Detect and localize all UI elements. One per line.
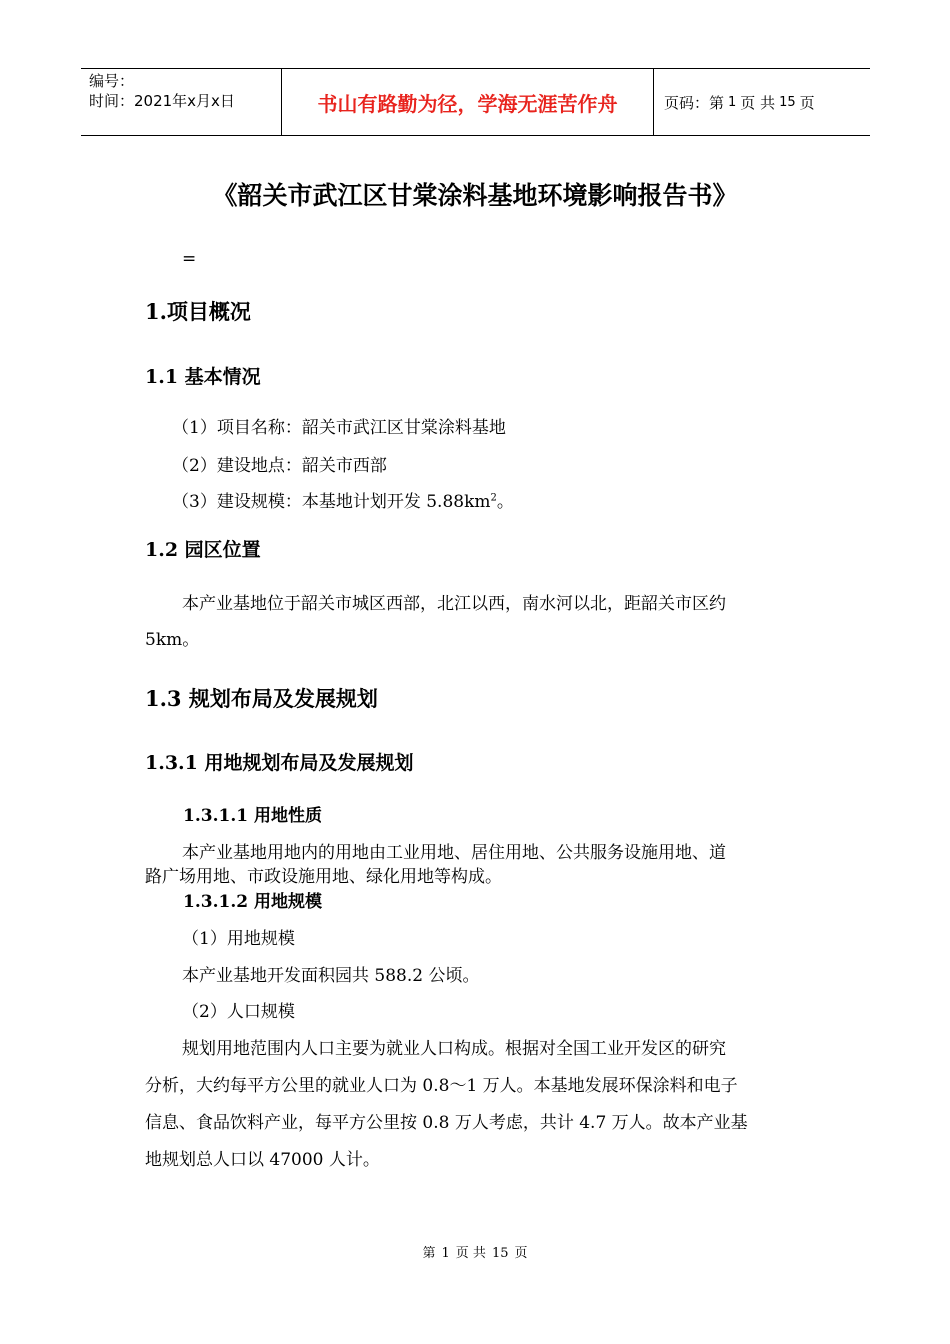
document-code-label: 编号：: [89, 72, 135, 90]
document-time: 时间：2021年x月x日: [89, 92, 235, 110]
footer-mid: 页 共: [455, 1246, 486, 1261]
section-heading-1-3-1-2: 1.3.1.2 用地规模: [183, 892, 322, 912]
list-item-project-name: （1）项目名称：韶关市武江区甘棠涂料基地: [172, 418, 506, 438]
header-page-mid: 页 共: [740, 93, 776, 112]
paragraph-location-line-2: 5km。: [145, 630, 200, 650]
page-header: [81, 68, 870, 136]
paragraph-area: 本产业基地开发面积园共 588.2 公顷。: [182, 966, 480, 986]
paragraph-population-line-3: 信息、食品饮料产业，每平方公里按 0.8 万人考虑，共计 4.7 万人。故本产业基: [145, 1113, 748, 1133]
header-page-prefix: 页码：第: [664, 93, 725, 112]
footer-prefix: 第: [422, 1246, 436, 1261]
section-heading-1-3-1: 1.3.1 用地规划布局及发展规划: [145, 752, 414, 774]
document-title: 《韶关市武江区甘棠涂料基地环境影响报告书》: [212, 181, 738, 210]
paragraph-population-line-4: 地规划总人口以 47000 人计。: [145, 1150, 380, 1170]
list-item-location: （2）建设地点：韶关市西部: [172, 456, 387, 476]
scale-superscript: 2: [490, 492, 497, 504]
scale-text: （3）建设规模：本基地计划开发 5.88km: [172, 492, 491, 512]
header-page-current: 1: [728, 94, 737, 110]
header-page-total: 15: [779, 94, 796, 110]
header-motto: 书山有路勤为径，学海无涯苦作舟: [282, 69, 654, 135]
footer-suffix: 页: [514, 1246, 528, 1261]
section-heading-1-3: 1.3 规划布局及发展规划: [145, 686, 378, 711]
paragraph-location-line-1: 本产业基地位于韶关市城区西部，北江以西，南水河以北，距韶关市区约: [182, 594, 726, 614]
section-heading-1-3-1-1: 1.3.1.1 用地性质: [183, 806, 322, 826]
section-heading-1-1: 1.1 基本情况: [145, 366, 261, 388]
header-page-number: [654, 69, 870, 135]
section-heading-1: 1.项目概况: [145, 299, 251, 324]
footer-total: 15: [491, 1246, 509, 1261]
page-footer: [0, 1242, 950, 1261]
paragraph-population-line-2: 分析，大约每平方公里的就业人口为 0.8～1 万人。本基地发展环保涂料和电子: [145, 1076, 738, 1096]
paragraph-nature-line-1: 本产业基地用地内的用地由工业用地、居住用地、公共服务设施用地、道: [182, 843, 726, 863]
header-page-suffix: 页: [799, 93, 815, 112]
header-meta: [81, 69, 282, 135]
footer-current: 1: [441, 1246, 450, 1261]
equals-sign: =: [182, 249, 197, 269]
subheading-population: （2）人口规模: [182, 1002, 295, 1022]
scale-end: 。: [496, 492, 514, 512]
paragraph-nature-line-2: 路广场用地、市政设施用地、绿化用地等构成。: [145, 867, 502, 887]
subheading-land-scale: （1）用地规模: [182, 929, 295, 949]
list-item-scale: [172, 487, 514, 512]
section-heading-1-2: 1.2 园区位置: [145, 539, 261, 561]
paragraph-population-line-1: 规划用地范围内人口主要为就业人口构成。根据对全国工业开发区的研究: [182, 1039, 726, 1059]
